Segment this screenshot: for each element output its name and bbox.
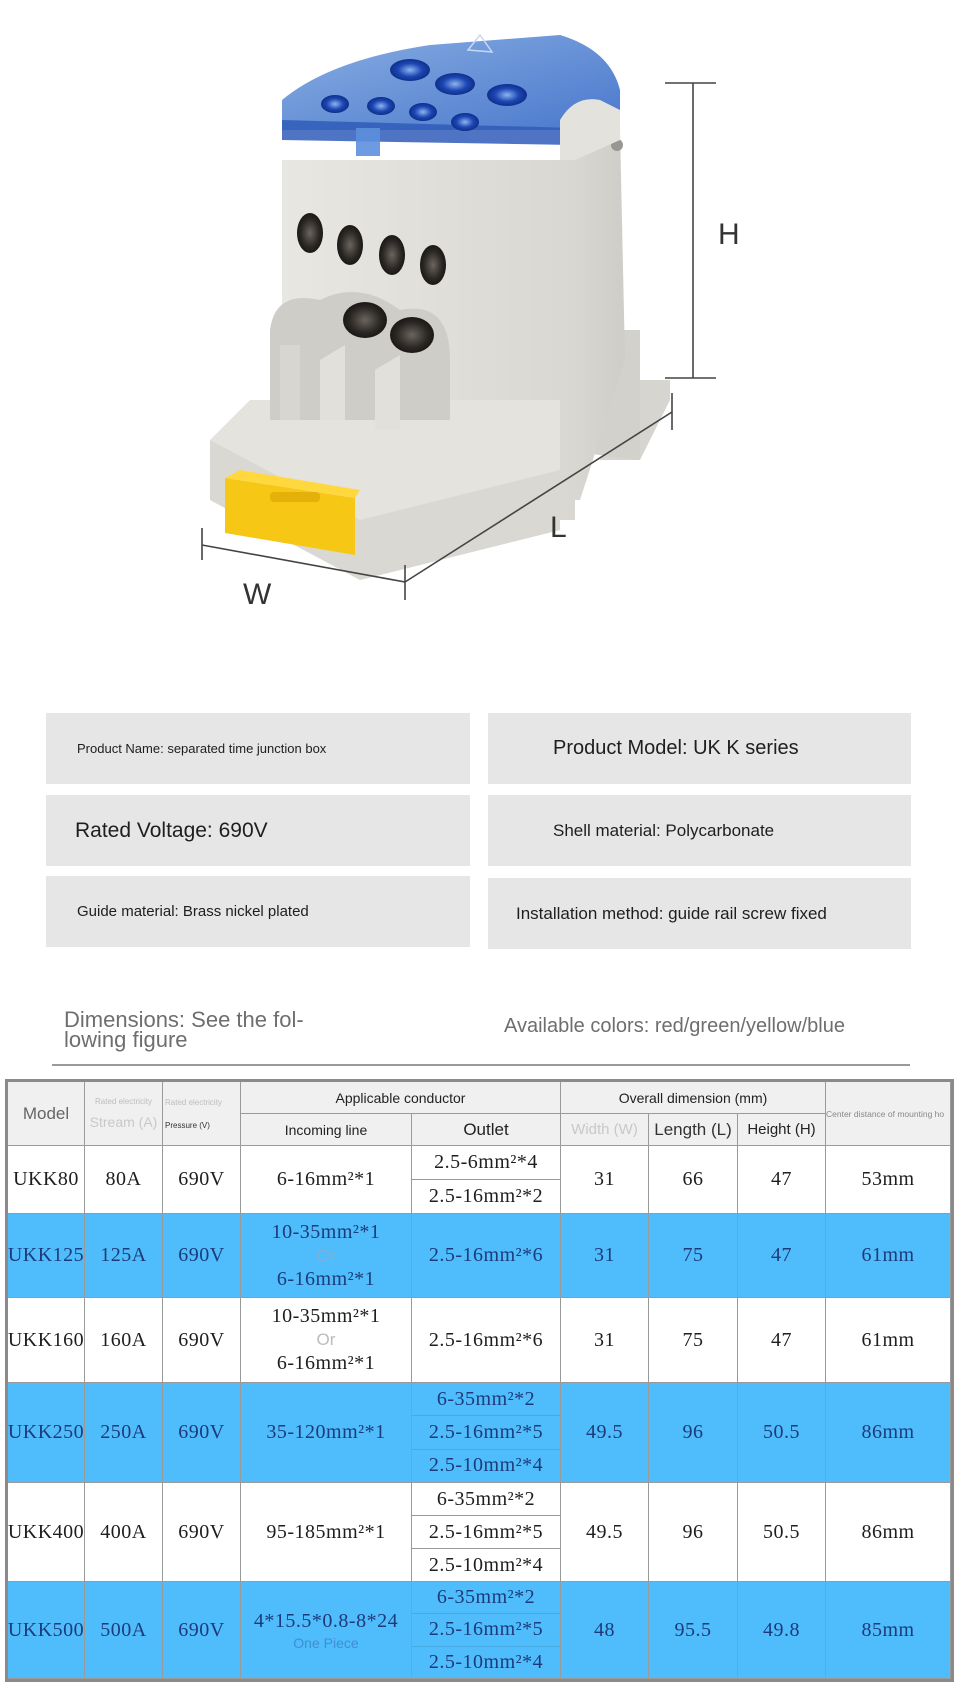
header-conductor-label: Applicable conductor (335, 1089, 466, 1106)
outlet-subcell (412, 1449, 560, 1482)
cell-height (738, 1298, 826, 1383)
cell-voltage (163, 1383, 241, 1483)
header-current-small: Rated electricity (95, 1097, 152, 1106)
header-incoming-label: Incoming line (284, 1121, 368, 1138)
cell-current-value: 125A (100, 1244, 147, 1266)
cell-width (561, 1383, 649, 1483)
outlet-value: 6-35mm²*2 (436, 1586, 536, 1609)
header-incoming (241, 1114, 412, 1146)
cell-width-value: 49.5 (586, 1520, 623, 1543)
cell-height (738, 1582, 826, 1679)
cell-current-value: 400A (100, 1520, 147, 1543)
cell-height (738, 1383, 826, 1483)
incoming-value: 6-16mm²*1 (276, 1267, 376, 1290)
cell-length-value: 96 (682, 1520, 704, 1543)
incoming-value: 10-35mm²*1 (271, 1220, 381, 1243)
cell-current-value: 250A (100, 1421, 147, 1443)
cell-height-value: 47 (771, 1244, 792, 1266)
cell-width-value: 48 (594, 1618, 615, 1641)
cell-model-value: UKK80 (13, 1168, 79, 1190)
spec-text: Installation method: guide rail screw fixed (516, 903, 827, 923)
cell-model-value: UKK500 (8, 1618, 85, 1641)
dimensions-heading-line1: Dimensions: See the fol- (64, 1007, 304, 1032)
cell-center-distance-value: 86mm (861, 1421, 915, 1443)
outlet-value: 6-35mm²*2 (436, 1387, 536, 1410)
header-current-label: Stream (A) (89, 1114, 158, 1130)
spec-text: Guide material: Brass nickel plated (77, 903, 309, 920)
colors-heading: Available colors: red/green/yellow/blue (504, 1015, 845, 1037)
cell-length-value: 96 (682, 1421, 704, 1443)
cell-outlet (412, 1582, 561, 1679)
cell-outlet (412, 1214, 561, 1298)
cell-length (649, 1383, 738, 1483)
outlet-subcell (412, 1483, 560, 1515)
spec-product-model (488, 713, 911, 784)
cell-voltage-value: 690V (178, 1244, 225, 1266)
spec-table (5, 1079, 954, 1682)
cell-outlet (412, 1298, 561, 1383)
cell-width (561, 1298, 649, 1383)
outlet-value: 2.5-16mm²*5 (428, 1520, 544, 1543)
cell-voltage (163, 1214, 241, 1298)
outlet-subcell (412, 1383, 560, 1415)
cell-voltage-value: 690V (178, 1520, 225, 1543)
outlet-subcell (412, 1582, 560, 1613)
outlet-value: 2.5-16mm²*6 (428, 1328, 544, 1351)
cell-incoming (241, 1582, 412, 1679)
product-photo (0, 0, 960, 650)
header-model-label: Model (22, 1103, 70, 1123)
cell-voltage (163, 1582, 241, 1679)
cell-center-distance-value: 61mm (861, 1328, 915, 1351)
cell-width (561, 1582, 649, 1679)
spec-installation-method (488, 878, 911, 949)
header-voltage-label: Pressure (V) (165, 1120, 210, 1130)
outlet-subcell (412, 1613, 560, 1645)
cell-height-value: 49.8 (763, 1618, 800, 1641)
cell-model (8, 1483, 85, 1582)
header-model (8, 1082, 85, 1146)
cell-center-distance-value: 53mm (861, 1168, 915, 1190)
cell-current (85, 1214, 163, 1298)
cell-current (85, 1146, 163, 1214)
incoming-or-label: Or (316, 1245, 336, 1265)
header-height (738, 1114, 826, 1146)
outlet-value: 2.5-16mm²*6 (428, 1244, 544, 1266)
cell-current (85, 1483, 163, 1582)
header-length-label: Length (L) (654, 1119, 732, 1139)
outlet-subcell (412, 1415, 560, 1448)
cell-model-value: UKK250 (8, 1421, 85, 1443)
cell-length (649, 1582, 738, 1679)
cell-incoming (241, 1146, 412, 1214)
header-dimension-label: Overall dimension (mm) (618, 1089, 768, 1106)
cell-length (649, 1214, 738, 1298)
outlet-value: 2.5-16mm²*2 (428, 1185, 544, 1207)
spec-guide-material (46, 876, 470, 947)
header-voltage (163, 1082, 241, 1146)
outlet-value: 2.5-10mm²*4 (428, 1650, 544, 1673)
cell-length (649, 1298, 738, 1383)
cell-width (561, 1146, 649, 1214)
cell-length (649, 1483, 738, 1582)
spec-text: Product Model: UK K series (553, 737, 799, 759)
outlet-subcell (412, 1146, 560, 1179)
outlet-subcell (412, 1298, 560, 1382)
spec-shell-material (488, 795, 911, 866)
cell-height-value: 47 (771, 1328, 792, 1351)
incoming-value: 35-120mm²*1 (266, 1421, 386, 1443)
incoming-value: 6-16mm²*1 (276, 1168, 376, 1190)
header-voltage-small: Rated electricity (165, 1097, 222, 1107)
cell-outlet (412, 1383, 561, 1483)
outlet-value: 6-35mm²*2 (436, 1487, 536, 1510)
outlet-subcell (412, 1646, 560, 1678)
cell-model (8, 1582, 85, 1679)
incoming-note: One Piece (293, 1634, 359, 1651)
dimensions-heading (64, 1007, 304, 1052)
cell-model (8, 1383, 85, 1483)
cell-model (8, 1214, 85, 1298)
cell-voltage-value: 690V (178, 1328, 225, 1351)
cell-model-value: UKK160 (8, 1328, 85, 1351)
spec-text: Product Name: separated time junction box (77, 741, 327, 756)
header-dimension-group (561, 1082, 826, 1114)
dimensions-heading-line2: lowing figure (64, 1027, 188, 1052)
cell-voltage (163, 1483, 241, 1582)
cell-height-value: 50.5 (763, 1520, 800, 1543)
outlet-value: 2.5-16mm²*5 (428, 1420, 544, 1443)
cell-width-value: 31 (594, 1168, 615, 1190)
cell-voltage-value: 690V (178, 1168, 225, 1190)
header-width (561, 1114, 649, 1146)
cell-width-value: 31 (594, 1328, 615, 1351)
height-label: H (718, 218, 740, 251)
cell-current (85, 1582, 163, 1679)
cell-height (738, 1214, 826, 1298)
cell-center-distance (826, 1146, 951, 1214)
cell-length (649, 1146, 738, 1214)
cell-center-distance (826, 1298, 951, 1383)
outlet-subcell (412, 1214, 560, 1297)
incoming-value: 95-185mm²*1 (266, 1520, 386, 1543)
cell-voltage (163, 1298, 241, 1383)
cell-current-value: 500A (100, 1618, 147, 1641)
outlet-value: 2.5-6mm²*4 (434, 1151, 538, 1173)
cell-height-value: 50.5 (763, 1421, 800, 1443)
outlet-value: 2.5-10mm²*4 (428, 1553, 544, 1576)
cell-width (561, 1214, 649, 1298)
cell-height (738, 1483, 826, 1582)
outlet-subcell (412, 1548, 560, 1581)
cell-voltage-value: 690V (178, 1421, 225, 1443)
cell-length-value: 95.5 (674, 1618, 712, 1641)
section-divider (52, 1064, 910, 1066)
width-label: W (243, 578, 272, 611)
cell-current (85, 1383, 163, 1483)
cell-current-value: 160A (100, 1328, 147, 1351)
cell-length-value: 75 (682, 1328, 704, 1351)
length-label: L (550, 511, 567, 544)
cell-center-distance (826, 1214, 951, 1298)
cell-incoming (241, 1383, 412, 1483)
cell-model (8, 1146, 85, 1214)
spec-text: Shell material: Polycarbonate (553, 820, 775, 840)
header-outlet (412, 1114, 561, 1146)
outlet-value: 2.5-16mm²*5 (428, 1618, 544, 1641)
cell-incoming (241, 1298, 412, 1383)
header-center-distance (826, 1082, 951, 1146)
cell-center-distance (826, 1483, 951, 1582)
cell-model (8, 1298, 85, 1383)
header-length (649, 1114, 738, 1146)
header-height-label: Height (H) (747, 1121, 816, 1138)
cell-height (738, 1146, 826, 1214)
lower-cable-entry (270, 292, 450, 430)
outlet-value: 2.5-10mm²*4 (428, 1454, 544, 1477)
header-conductor-group (241, 1082, 561, 1114)
cell-center-distance-value: 61mm (861, 1244, 915, 1266)
cell-width (561, 1483, 649, 1582)
header-center-label: Center distance of mounting ho (826, 1108, 945, 1119)
cell-center-distance (826, 1383, 951, 1483)
cell-incoming (241, 1483, 412, 1582)
cell-outlet (412, 1483, 561, 1582)
cell-incoming (241, 1214, 412, 1298)
cell-current (85, 1298, 163, 1383)
cell-center-distance (826, 1582, 951, 1679)
outlet-subcell (412, 1179, 560, 1213)
incoming-value: 10-35mm²*1 (271, 1305, 381, 1327)
cell-width-value: 31 (594, 1244, 615, 1266)
cell-length-value: 75 (682, 1244, 704, 1266)
header-current (85, 1082, 163, 1146)
outlet-subcell (412, 1515, 560, 1548)
cell-length-value: 66 (682, 1168, 704, 1190)
cell-voltage-value: 690V (178, 1618, 225, 1641)
cell-voltage (163, 1146, 241, 1214)
header-width-label: Width (W) (571, 1121, 638, 1138)
cell-model-value: UKK400 (8, 1520, 85, 1543)
cell-center-distance-value: 86mm (861, 1520, 915, 1543)
cell-model-value: UKK125 (8, 1244, 85, 1266)
spec-text: Rated Voltage: 690V (75, 818, 268, 842)
cell-current-value: 80A (105, 1168, 142, 1190)
incoming-value: 6-16mm²*1 (276, 1352, 376, 1374)
cell-width-value: 49.5 (586, 1421, 623, 1443)
cell-outlet (412, 1146, 561, 1214)
header-outlet-label: Outlet (463, 1119, 509, 1139)
incoming-or-label: Or (316, 1330, 336, 1349)
cell-height-value: 47 (771, 1168, 792, 1190)
spec-product-name (46, 713, 470, 784)
incoming-value: 4*15.5*0.8-8*24 (253, 1609, 399, 1632)
spec-rated-voltage (46, 795, 470, 866)
cell-center-distance-value: 85mm (861, 1618, 915, 1641)
